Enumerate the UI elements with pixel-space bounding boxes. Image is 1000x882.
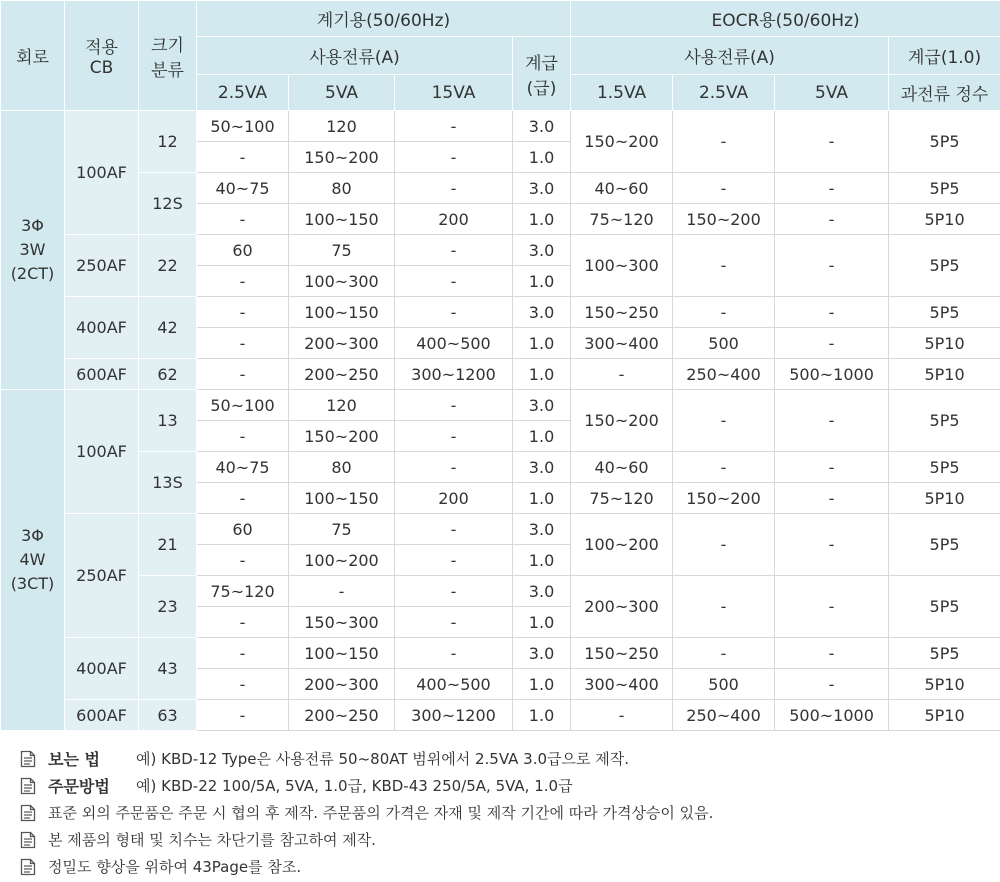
- current-cell: 40~75: [197, 173, 289, 204]
- header-meter-current: 사용전류(A): [197, 37, 513, 75]
- note-item: [20, 826, 1000, 853]
- overcurrent-cell: 5P10: [889, 359, 1000, 390]
- eocr-current-cell: 500: [673, 328, 775, 359]
- cb-cell: 400AF: [65, 638, 139, 700]
- table-row: [1, 700, 1000, 731]
- circuit-cell: [1, 390, 65, 731]
- current-cell: 200~250: [289, 700, 395, 731]
- document-icon: [20, 750, 36, 768]
- header-va: 1.5VA: [571, 75, 673, 111]
- header-va: 2.5VA: [673, 75, 775, 111]
- current-cell: 100~150: [289, 483, 395, 514]
- overcurrent-cell: 5P10: [889, 483, 1000, 514]
- circuit-label: 3Φ 3W (2CT): [10, 216, 55, 283]
- notes-list: [0, 745, 1000, 880]
- overcurrent-cell: 5P10: [889, 669, 1000, 700]
- current-cell: -: [395, 638, 513, 669]
- table-row: [1, 452, 1000, 483]
- current-cell: -: [197, 359, 289, 390]
- current-cell: -: [395, 142, 513, 173]
- overcurrent-cell: 5P5: [889, 111, 1000, 173]
- size-cell: 12: [139, 111, 197, 173]
- current-cell: 100~150: [289, 297, 395, 328]
- eocr-current-cell: -: [673, 173, 775, 204]
- header-eocr-group: EOCR용(50/60Hz): [571, 1, 1000, 37]
- table-row: [1, 111, 1000, 142]
- current-cell: 300~1200: [395, 359, 513, 390]
- table-row: [1, 514, 1000, 545]
- header-overcurrent: 과전류 정수: [889, 75, 1000, 111]
- current-cell: -: [197, 483, 289, 514]
- eocr-current-cell: -: [673, 297, 775, 328]
- overcurrent-cell: 5P5: [889, 235, 1000, 297]
- table-row: [1, 576, 1000, 607]
- eocr-current-cell: -: [673, 514, 775, 576]
- eocr-current-cell: 300~400: [571, 328, 673, 359]
- current-cell: 120: [289, 390, 395, 421]
- eocr-current-cell: 300~400: [571, 669, 673, 700]
- current-cell: 200~300: [289, 328, 395, 359]
- class-cell: 3.0: [513, 235, 571, 266]
- current-cell: 400~500: [395, 669, 513, 700]
- current-cell: -: [197, 266, 289, 297]
- eocr-current-cell: -: [775, 452, 889, 483]
- current-cell: 100~150: [289, 638, 395, 669]
- class-cell: 1.0: [513, 545, 571, 576]
- header-meter-group: 계기용(50/60Hz): [197, 1, 571, 37]
- cb-cell: 100AF: [65, 111, 139, 235]
- current-cell: 75: [289, 235, 395, 266]
- class-cell: 3.0: [513, 514, 571, 545]
- current-cell: 150~200: [289, 421, 395, 452]
- size-cell: 22: [139, 235, 197, 297]
- note-text: 본 제품의 형태 및 치수는 차단기를 참고하여 제작.: [48, 831, 376, 849]
- table-row: [1, 235, 1000, 266]
- eocr-current-cell: -: [571, 700, 673, 731]
- current-cell: 100~200: [289, 545, 395, 576]
- eocr-current-cell: 150~200: [673, 204, 775, 235]
- eocr-current-cell: 75~120: [571, 483, 673, 514]
- eocr-current-cell: -: [775, 576, 889, 638]
- current-cell: -: [197, 142, 289, 173]
- overcurrent-cell: 5P5: [889, 173, 1000, 204]
- note-item: [20, 853, 1000, 880]
- document-icon: [20, 858, 36, 876]
- eocr-current-cell: 150~250: [571, 638, 673, 669]
- header-va: 2.5VA: [197, 75, 289, 111]
- table-row: [1, 638, 1000, 669]
- current-cell: -: [197, 669, 289, 700]
- class-cell: 3.0: [513, 390, 571, 421]
- eocr-current-cell: 40~60: [571, 173, 673, 204]
- cb-cell: 600AF: [65, 700, 139, 731]
- eocr-current-cell: -: [775, 669, 889, 700]
- current-cell: 40~75: [197, 452, 289, 483]
- current-cell: 80: [289, 452, 395, 483]
- note-item: [20, 745, 1000, 772]
- eocr-current-cell: 75~120: [571, 204, 673, 235]
- note-item: [20, 799, 1000, 826]
- eocr-current-cell: 500: [673, 669, 775, 700]
- current-cell: 75: [289, 514, 395, 545]
- eocr-current-cell: 250~400: [673, 359, 775, 390]
- current-cell: 60: [197, 235, 289, 266]
- cb-cell: 100AF: [65, 390, 139, 514]
- current-cell: -: [395, 111, 513, 142]
- current-cell: -: [197, 700, 289, 731]
- table-row: [1, 359, 1000, 390]
- overcurrent-cell: 5P5: [889, 514, 1000, 576]
- current-cell: -: [197, 638, 289, 669]
- current-cell: -: [395, 607, 513, 638]
- note-item: [20, 772, 1000, 799]
- eocr-current-cell: -: [775, 111, 889, 173]
- overcurrent-cell: 5P10: [889, 700, 1000, 731]
- overcurrent-cell: 5P5: [889, 576, 1000, 638]
- eocr-current-cell: 150~200: [673, 483, 775, 514]
- eocr-current-cell: -: [775, 328, 889, 359]
- note-text: 표준 외의 주문품은 주문 시 협의 후 제작. 주문품의 가격은 자재 및 제작 기간에 따라 가격상승이 있음.: [48, 804, 714, 822]
- current-cell: -: [395, 235, 513, 266]
- class-cell: 1.0: [513, 421, 571, 452]
- eocr-current-cell: -: [673, 576, 775, 638]
- eocr-current-cell: -: [775, 638, 889, 669]
- eocr-current-cell: -: [775, 297, 889, 328]
- eocr-current-cell: -: [673, 390, 775, 452]
- header-cb: 적용 CB: [65, 1, 139, 111]
- table-body: [1, 111, 1000, 731]
- current-cell: -: [197, 545, 289, 576]
- circuit-label: 3Φ 4W (3CT): [10, 526, 55, 593]
- eocr-current-cell: 500~1000: [775, 700, 889, 731]
- note-text: 예) KBD-12 Type은 사용전류 50~80AT 범위에서 2.5VA 3.0급으로 제작.: [136, 750, 630, 768]
- header-circuit: 회로: [1, 1, 65, 111]
- current-cell: 100~300: [289, 266, 395, 297]
- current-cell: -: [395, 173, 513, 204]
- current-cell: 300~1200: [395, 700, 513, 731]
- note-label: 보는 법: [48, 750, 100, 769]
- class-cell: 1.0: [513, 204, 571, 235]
- eocr-current-cell: 150~250: [571, 297, 673, 328]
- current-cell: 50~100: [197, 111, 289, 142]
- eocr-current-cell: 150~200: [571, 390, 673, 452]
- current-cell: 200~250: [289, 359, 395, 390]
- header-va: 15VA: [395, 75, 513, 111]
- eocr-current-cell: -: [673, 638, 775, 669]
- class-cell: 1.0: [513, 328, 571, 359]
- current-cell: 200~300: [289, 669, 395, 700]
- class-cell: 1.0: [513, 266, 571, 297]
- eocr-current-cell: -: [673, 111, 775, 173]
- eocr-current-cell: -: [775, 483, 889, 514]
- current-cell: 80: [289, 173, 395, 204]
- eocr-current-cell: -: [673, 235, 775, 297]
- header-eocr-current: 사용전류(A): [571, 37, 889, 75]
- current-cell: -: [395, 297, 513, 328]
- eocr-current-cell: 40~60: [571, 452, 673, 483]
- size-cell: 21: [139, 514, 197, 576]
- document-icon: [20, 831, 36, 849]
- size-cell: 13S: [139, 452, 197, 514]
- current-cell: -: [197, 297, 289, 328]
- class-cell: 1.0: [513, 359, 571, 390]
- header-va: 5VA: [289, 75, 395, 111]
- overcurrent-cell: 5P10: [889, 204, 1000, 235]
- eocr-current-cell: -: [775, 514, 889, 576]
- current-cell: 100~150: [289, 204, 395, 235]
- current-cell: -: [395, 390, 513, 421]
- current-cell: -: [395, 576, 513, 607]
- note-label: 주문방법: [48, 777, 110, 796]
- header-meter-class: 계급 (급): [513, 37, 571, 111]
- size-cell: 63: [139, 700, 197, 731]
- size-cell: 43: [139, 638, 197, 700]
- eocr-current-cell: 100~300: [571, 235, 673, 297]
- table-row: [1, 297, 1000, 328]
- cb-cell: 250AF: [65, 235, 139, 297]
- table-row: [1, 390, 1000, 421]
- current-cell: 150~200: [289, 142, 395, 173]
- eocr-current-cell: 250~400: [673, 700, 775, 731]
- document-icon: [20, 804, 36, 822]
- class-cell: 3.0: [513, 452, 571, 483]
- class-cell: 1.0: [513, 669, 571, 700]
- note-text: 정밀도 향상을 위하여 43Page를 참조.: [48, 858, 302, 876]
- class-cell: 3.0: [513, 173, 571, 204]
- current-cell: -: [197, 607, 289, 638]
- cb-cell: 250AF: [65, 514, 139, 638]
- class-cell: 1.0: [513, 607, 571, 638]
- class-cell: 3.0: [513, 111, 571, 142]
- header-eocr-class: 계급(1.0): [889, 37, 1000, 75]
- class-cell: 3.0: [513, 297, 571, 328]
- current-cell: -: [197, 204, 289, 235]
- document-icon: [20, 777, 36, 795]
- size-cell: 23: [139, 576, 197, 638]
- eocr-current-cell: 200~300: [571, 576, 673, 638]
- eocr-current-cell: -: [775, 235, 889, 297]
- overcurrent-cell: 5P10: [889, 328, 1000, 359]
- eocr-current-cell: -: [571, 359, 673, 390]
- overcurrent-cell: 5P5: [889, 638, 1000, 669]
- table-header: [1, 1, 1000, 111]
- cb-cell: 400AF: [65, 297, 139, 359]
- eocr-current-cell: -: [775, 204, 889, 235]
- current-cell: -: [395, 514, 513, 545]
- current-cell: 400~500: [395, 328, 513, 359]
- class-cell: 1.0: [513, 142, 571, 173]
- overcurrent-cell: 5P5: [889, 297, 1000, 328]
- current-cell: -: [395, 421, 513, 452]
- eocr-current-cell: -: [673, 452, 775, 483]
- size-cell: 62: [139, 359, 197, 390]
- current-cell: 200: [395, 204, 513, 235]
- current-cell: -: [395, 545, 513, 576]
- header-size: 크기 분류: [139, 1, 197, 111]
- class-cell: 1.0: [513, 700, 571, 731]
- current-cell: 120: [289, 111, 395, 142]
- eocr-current-cell: 100~200: [571, 514, 673, 576]
- current-cell: 75~120: [197, 576, 289, 607]
- current-cell: 150~300: [289, 607, 395, 638]
- eocr-current-cell: 500~1000: [775, 359, 889, 390]
- eocr-current-cell: 150~200: [571, 111, 673, 173]
- current-cell: -: [395, 266, 513, 297]
- eocr-current-cell: -: [775, 390, 889, 452]
- current-cell: -: [289, 576, 395, 607]
- cb-cell: 600AF: [65, 359, 139, 390]
- current-cell: 60: [197, 514, 289, 545]
- current-cell: -: [197, 421, 289, 452]
- header-va: 5VA: [775, 75, 889, 111]
- overcurrent-cell: 5P5: [889, 390, 1000, 452]
- table-row: [1, 173, 1000, 204]
- class-cell: 3.0: [513, 638, 571, 669]
- class-cell: 1.0: [513, 483, 571, 514]
- size-cell: 13: [139, 390, 197, 452]
- note-text: 예) KBD-22 100/5A, 5VA, 1.0급, KBD-43 250/5A, 5VA, 1.0급: [136, 777, 573, 795]
- current-cell: 50~100: [197, 390, 289, 421]
- circuit-cell: [1, 111, 65, 390]
- size-cell: 12S: [139, 173, 197, 235]
- current-cell: -: [395, 452, 513, 483]
- size-cell: 42: [139, 297, 197, 359]
- current-cell: 200: [395, 483, 513, 514]
- overcurrent-cell: 5P5: [889, 452, 1000, 483]
- current-cell: -: [197, 328, 289, 359]
- eocr-current-cell: -: [775, 173, 889, 204]
- class-cell: 3.0: [513, 576, 571, 607]
